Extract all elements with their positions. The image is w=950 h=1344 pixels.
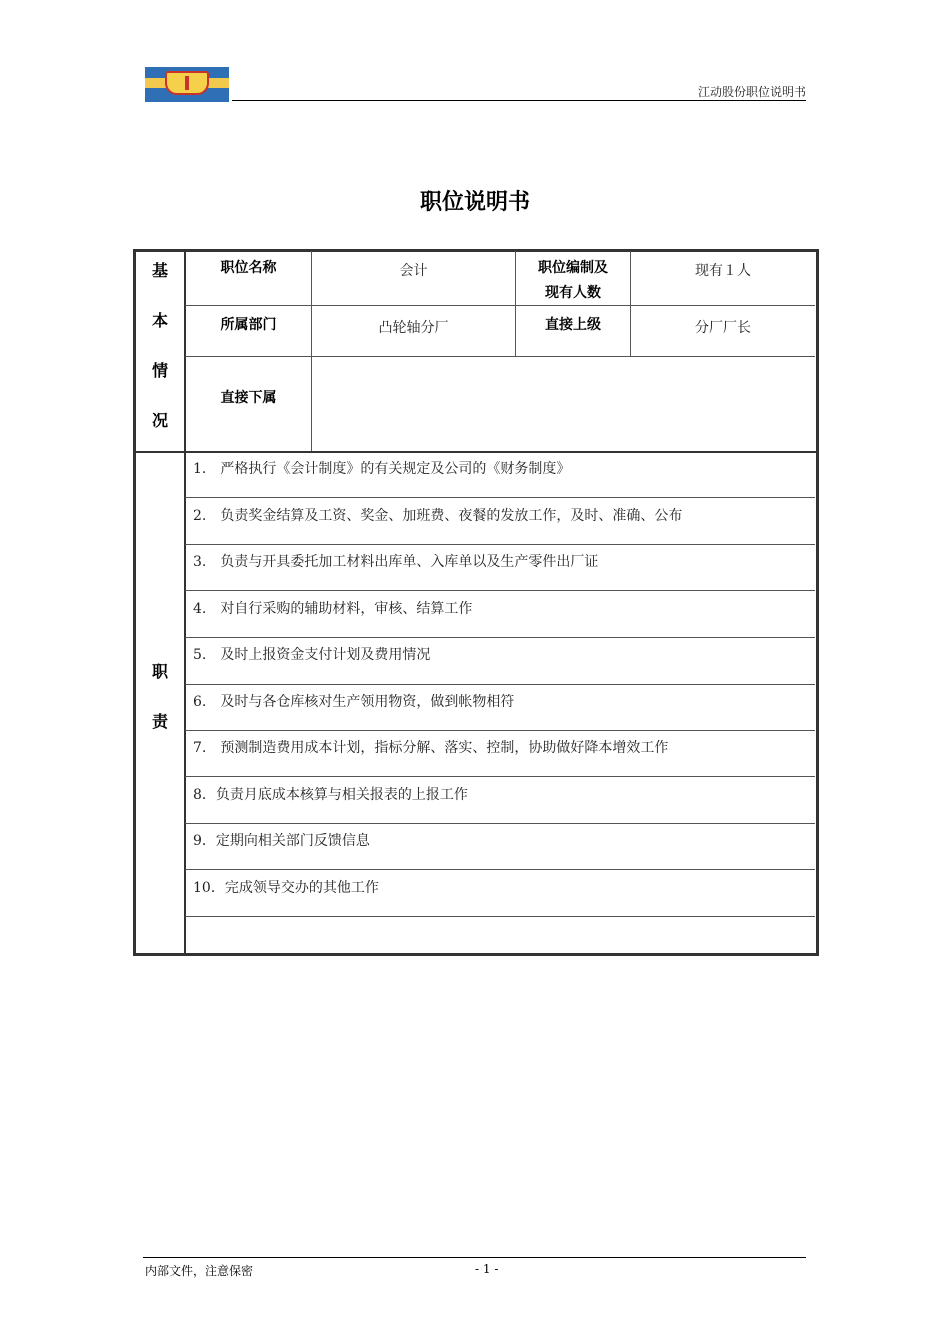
footer-rule bbox=[143, 1257, 806, 1258]
company-logo bbox=[145, 67, 229, 102]
table-row-divider bbox=[185, 776, 815, 777]
table-row-divider bbox=[185, 356, 815, 357]
table-row-divider bbox=[185, 869, 815, 870]
footer-page-number: - 1 - bbox=[475, 1262, 499, 1276]
header-doc-name: 江动股份职位说明书 bbox=[697, 85, 806, 99]
page-title: 职位说明书 bbox=[419, 190, 530, 215]
subordinate-label: 直接下属 bbox=[220, 390, 277, 406]
duty-item: 7. 预测制造费用成本计划，指标分解、落实、控制，协助做好降本增效工作 bbox=[193, 740, 669, 756]
section-label-char: 基 bbox=[151, 261, 168, 280]
headcount-label-line2: 现有人数 bbox=[545, 285, 601, 301]
duty-item: 6. 及时与各仓库核对生产领用物资，做到帐物相符 bbox=[193, 694, 515, 710]
duty-item: 9．定期向相关部门反馈信息 bbox=[193, 833, 370, 849]
position-name-label: 职位名称 bbox=[220, 260, 277, 276]
table-row-divider bbox=[185, 823, 815, 824]
table-row-divider bbox=[185, 590, 815, 591]
position-name-value: 会计 bbox=[399, 263, 428, 279]
table-row-divider bbox=[185, 305, 815, 306]
department-value: 凸轮轴分厂 bbox=[378, 320, 449, 336]
table-row-divider bbox=[185, 916, 815, 917]
table-row-divider bbox=[185, 497, 815, 498]
duty-item: 3. 负责与开具委托加工材料出库单、入库单以及生产零件出厂证 bbox=[193, 554, 599, 570]
section-label-char: 本 bbox=[151, 311, 168, 330]
superior-label: 直接上级 bbox=[545, 317, 601, 333]
duty-item: 5. 及时上报资金支付计划及费用情况 bbox=[193, 647, 431, 663]
duty-item: 1. 严格执行《会计制度》的有关规定及公司的《财务制度》 bbox=[193, 461, 571, 477]
section-label-char: 情 bbox=[151, 361, 168, 380]
duty-item: 4. 对自行采购的辅助材料，审核、结算工作 bbox=[193, 601, 473, 617]
table-row-divider bbox=[185, 730, 815, 731]
headcount-label-line1: 职位编制及 bbox=[538, 260, 608, 276]
section-label-char: 责 bbox=[151, 712, 168, 731]
table-col-divider bbox=[311, 251, 312, 451]
table-row-divider bbox=[185, 637, 815, 638]
department-label: 所属部门 bbox=[220, 317, 277, 333]
header-rule bbox=[232, 100, 806, 101]
section-label-char: 职 bbox=[151, 662, 168, 681]
duty-item: 2. 负责奖金结算及工资、奖金、加班费、夜餐的发放工作，及时、准确、公布 bbox=[193, 508, 683, 524]
headcount-value: 现有１人 bbox=[695, 263, 751, 279]
superior-value: 分厂厂长 bbox=[695, 320, 751, 336]
duty-item: 10．完成领导交办的其他工作 bbox=[193, 880, 379, 896]
duty-item: 8．负责月底成本核算与相关报表的上报工作 bbox=[193, 787, 468, 803]
logo-mark bbox=[165, 71, 209, 95]
table-row-divider bbox=[185, 544, 815, 545]
section-divider bbox=[135, 451, 816, 453]
footer-confidential: 内部文件，注意保密 bbox=[145, 1264, 254, 1278]
section-label-char: 况 bbox=[151, 411, 168, 430]
table-row-divider bbox=[185, 684, 815, 685]
